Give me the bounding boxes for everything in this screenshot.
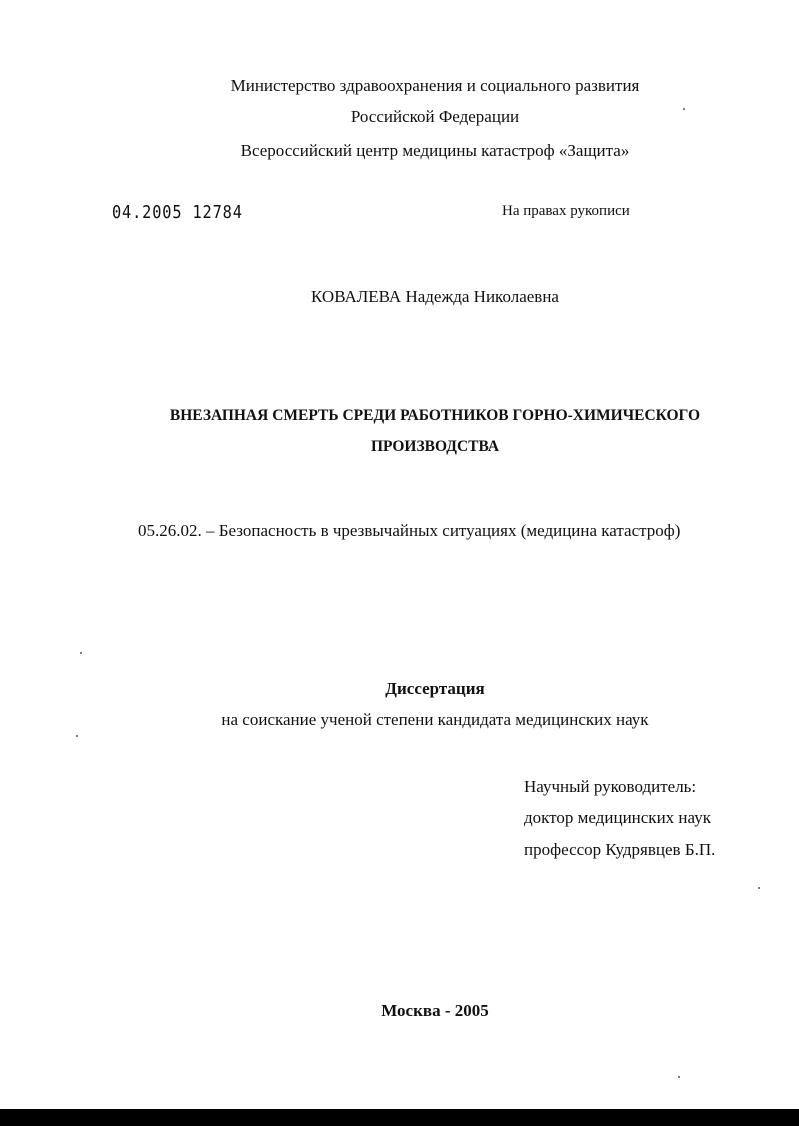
scan-speck: [80, 652, 82, 654]
supervisor-degree: доктор медицинских наук: [524, 808, 711, 827]
specialty-line: 05.26.02. – Безопасность в чрезвычайных ситуациях (медицина катастроф): [138, 521, 681, 540]
ministry-line: Министерство здравоохранения и социального развития: [230, 76, 640, 95]
center-line: Всероссийский центр медицины катастроф «Защита»: [240, 141, 630, 160]
scan-speck: [758, 887, 760, 889]
scan-speck: [678, 1076, 680, 1078]
stamp-number: 04.2005 12784: [112, 202, 243, 223]
rights-note: На правах рукописи: [502, 203, 630, 219]
dissertation-subtitle: на соискание ученой степени кандидата медицинских наук: [221, 710, 649, 729]
scan-speck: [683, 108, 685, 110]
supervisor-name: профессор Кудрявцев Б.П.: [524, 840, 716, 859]
dissertation-heading: Диссертация: [385, 679, 485, 698]
scan-edge-bar: [0, 1109, 799, 1126]
scan-speck: [76, 735, 78, 737]
registration-stamp: [112, 202, 243, 223]
place-year: Москва - 2005: [381, 1001, 489, 1020]
title-line-1: ВНЕЗАПНАЯ СМЕРТЬ СРЕДИ РАБОТНИКОВ ГОРНО-ХИМИЧЕСКОГО: [169, 407, 701, 424]
supervisor-label: Научный руководитель:: [524, 777, 697, 796]
author-name: КОВАЛЕВА Надежда Николаевна: [311, 287, 559, 306]
federation-line: Российской Федерации: [350, 107, 520, 126]
title-line-2: ПРОИЗВОДСТВА: [370, 438, 500, 455]
